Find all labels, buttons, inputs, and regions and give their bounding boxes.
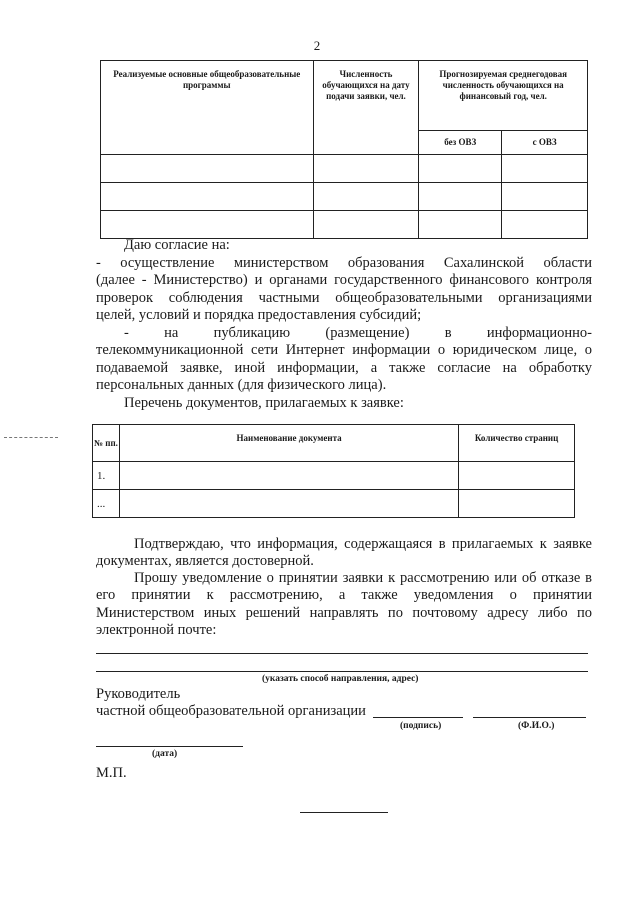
without-ovz-header: без ОВЗ <box>419 131 502 155</box>
row-number: ... <box>93 490 120 518</box>
bottom-divider <box>300 812 388 813</box>
table-row <box>93 490 575 518</box>
head-label: Руководитель <box>96 686 181 702</box>
signature-line <box>373 717 463 718</box>
num-col-header: № пп. <box>93 425 120 462</box>
consent-item1-line: (далее - Министерство) и органами государственного финансового контроля <box>96 272 592 288</box>
stamp-label: М.П. <box>96 765 127 781</box>
notify-line: Прошу уведомление о принятии заявки к рассмотрению или об отказе в <box>134 570 592 586</box>
documents-table <box>92 424 575 518</box>
count-col-header: Численность обучающихся на дату подачи заявки, чел. <box>313 61 419 155</box>
org-label: частной общеобразовательной организации <box>96 703 366 719</box>
consent-item1-line: - осуществление министерством образования Сахалинской области <box>96 255 592 271</box>
consent-item2-line: подаваемой заявке, иной информации, а также согласие на обработку <box>96 360 592 376</box>
doc-name-col-header: Наименование документа <box>119 425 458 462</box>
programs-col-header: Реализуемые основные общеобразовательные программы <box>101 61 314 155</box>
address-caption: (указать способ направления, адрес) <box>262 674 419 684</box>
with-ovz-header: с ОВЗ <box>502 131 588 155</box>
consent-item2-line: телекоммуникационной сети Интернет информации о юридическом лице, о <box>96 342 592 358</box>
scan-mark <box>4 437 58 438</box>
forecast-col-header: Прогнозируемая среднегодовая численность обучающихся на финансовый год, чел. <box>419 61 588 131</box>
date-caption: (дата) <box>152 749 178 759</box>
address-line-2 <box>96 671 588 672</box>
consent-heading: Даю согласие на: <box>124 237 230 253</box>
row-number: 1. <box>93 462 120 490</box>
date-line <box>96 746 243 747</box>
table-row <box>101 211 588 239</box>
table-row <box>101 155 588 183</box>
consent-item2-line: - на публикацию (размещение) в информационно- <box>124 325 592 341</box>
notify-line: его принятии к рассмотрению, а также уведомления о принятии <box>96 587 592 603</box>
programs-table <box>100 60 588 239</box>
table-row <box>101 183 588 211</box>
page-number: 2 <box>313 38 321 53</box>
pages-col-header: Количество страниц <box>459 425 575 462</box>
consent-item1-line: целей, условий и порядка предоставления субсидий; <box>96 307 422 323</box>
consent-item2-line: персональных данных (для физического лица). <box>96 377 387 393</box>
confirm-line: документах, является достоверной. <box>96 553 314 569</box>
address-line-1 <box>96 653 588 654</box>
fio-line <box>473 717 586 718</box>
docs-list-heading: Перечень документов, прилагаемых к заявке: <box>124 395 404 411</box>
consent-item1-line: проверок соблюдения частными общеобразовательными организациями <box>96 290 592 306</box>
fio-caption: (Ф.И.О.) <box>518 721 555 731</box>
sign-caption: (подпись) <box>400 721 442 731</box>
table-row <box>93 462 575 490</box>
confirm-line: Подтверждаю, что информация, содержащаяся в прилагаемых к заявке <box>134 536 592 552</box>
notify-line: электронной почте: <box>96 622 217 638</box>
notify-line: Министерством иных решений направлять по почтовому адресу либо по <box>96 605 592 621</box>
